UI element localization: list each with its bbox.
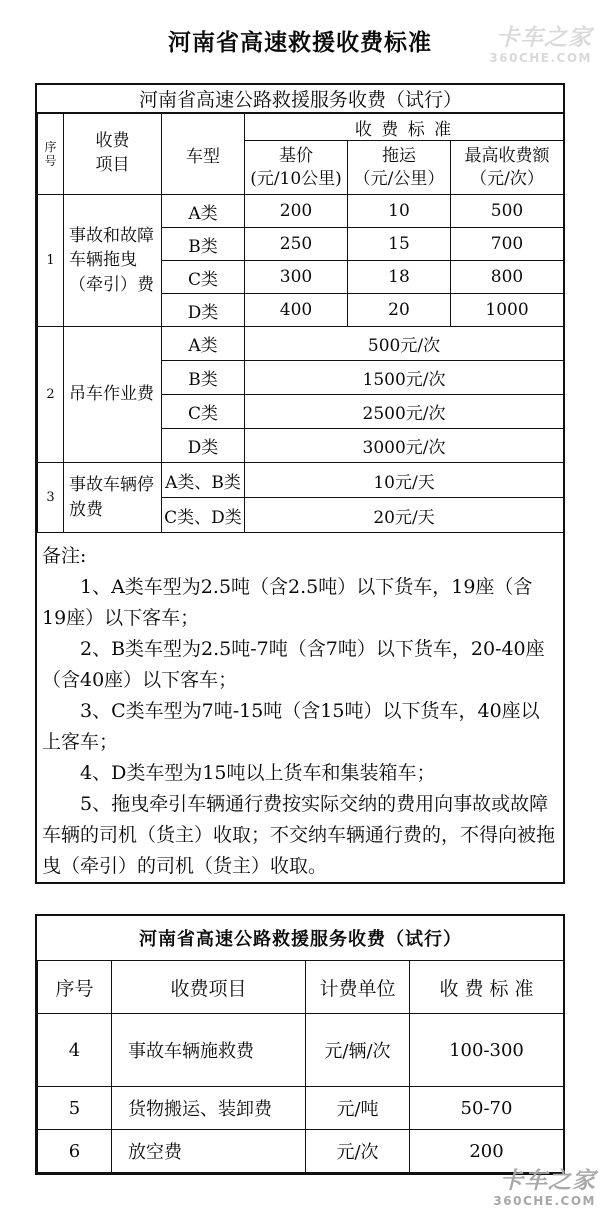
group2-item-line1: 吊车作业费 [69, 384, 154, 405]
header-item-line1: 收费 [95, 131, 130, 152]
item-cell: 货物搬运、装卸费 [112, 1087, 306, 1130]
header-item: 收费项目 [112, 961, 306, 1014]
table-row [38, 1130, 564, 1173]
group2-seq: 2 [38, 327, 64, 463]
header-tow-price [348, 141, 451, 195]
item-cell: 事故车辆施救费 [112, 1014, 306, 1087]
service-fee-table-box [35, 914, 565, 1175]
tow-price-cell: 18 [348, 261, 451, 294]
base-price-cell: 300 [245, 261, 348, 294]
notes-label: 备注: [42, 545, 87, 567]
truckhome-site-url: 360CHE.COM [489, 51, 592, 65]
item-cell: 放空费 [112, 1130, 306, 1173]
vehicle-class-cell: A类 [162, 195, 245, 228]
header-seq: 序号 [38, 113, 64, 195]
unit-cell: 元/辆/次 [306, 1014, 410, 1087]
group1-seq: 1 [38, 195, 64, 327]
header-unit: 计费单位 [306, 961, 410, 1014]
max-fee-cell: 1000 [451, 294, 564, 327]
vehicle-class-cell: A类 [162, 327, 245, 361]
page-title: 河南省高速救援收费标准 [168, 30, 432, 56]
group1-item [64, 195, 162, 327]
standard-cell: 100-300 [410, 1014, 564, 1087]
notes-section [37, 533, 563, 882]
tow-price-cell: 20 [348, 294, 451, 327]
seq-cell: 5 [38, 1087, 112, 1130]
vehicle-class-cell: A类、B类 [162, 463, 245, 498]
vehicle-class-cell: C类 [162, 395, 245, 429]
group1-item-line2: 车辆拖曳 [69, 250, 137, 271]
note-item-2: 2、B类车型为2.5吨-7吨（含7吨）以下货车，20-40座（含40座）以下客车； [42, 638, 545, 691]
vehicle-class-cell: D类 [162, 294, 245, 327]
note-item-3: 3、C类车型为7吨-15吨（含15吨）以下货车，40座以上客车； [42, 700, 540, 753]
header-fee-standard-group: 收 费 标 准 [245, 113, 564, 141]
seq-cell: 4 [38, 1014, 112, 1087]
fee-cell: 1500元/次 [245, 361, 564, 395]
group2-item [64, 327, 162, 463]
fee-cell: 10元/天 [245, 463, 564, 498]
group1-item-line3: （牵引）费 [69, 274, 154, 295]
table-row [38, 195, 564, 228]
table-row [38, 916, 564, 961]
group3-seq: 3 [38, 463, 64, 533]
note-item-5: 5、拖曳牵引车辆通行费按实际交纳的费用向事故或故障车辆的司机（货主）收取；不交纳车辆通行费的，不得向被拖曳（牵引）的司机（货主）收取。 [42, 793, 556, 877]
note-item-1: 1、A类车型为2.5吨（含2.5吨）以下货车，19座（含19座）以下客车； [42, 576, 533, 629]
header-fee-standard: 收 费 标 准 [410, 961, 564, 1014]
vehicle-class-cell: B类 [162, 361, 245, 395]
fee-cell: 500元/次 [245, 327, 564, 361]
header-max-fee [451, 141, 564, 195]
watermark-truckhome-bottom [493, 1170, 596, 1207]
group1-item-line1: 事故和故障 [69, 225, 154, 246]
group3-item [64, 463, 162, 533]
unit-cell: 元/吨 [306, 1087, 410, 1130]
tow-price-cell: 15 [348, 228, 451, 261]
seq-cell: 6 [38, 1130, 112, 1173]
truckhome-logo: 卡车之家 [496, 25, 592, 51]
watermark-truckhome-top [489, 27, 592, 64]
table-row [38, 961, 564, 1014]
vehicle-class-cell: C类、D类 [162, 498, 245, 533]
rescue-fee-table [37, 85, 564, 533]
vehicle-class-cell: D类 [162, 429, 245, 463]
table-row [38, 113, 564, 141]
truckhome-site-url: 360CHE.COM [493, 1194, 596, 1208]
header-tow-price-label: 拖运 [382, 145, 416, 166]
vehicle-class-cell: C类 [162, 261, 245, 294]
table-row [38, 85, 564, 113]
base-price-cell: 250 [245, 228, 348, 261]
group3-item-line2: 放费 [69, 499, 103, 520]
header-item-line2: 项目 [95, 155, 130, 175]
max-fee-cell: 700 [451, 228, 564, 261]
note-item-4: 4、D类车型为15吨以上货车和集装箱车； [80, 762, 436, 784]
max-fee-cell: 800 [451, 261, 564, 294]
truckhome-logo: 卡车之家 [500, 1168, 596, 1194]
tow-price-cell: 10 [348, 195, 451, 228]
table-row [38, 1014, 564, 1087]
header-item [64, 113, 162, 195]
standard-cell: 200 [410, 1130, 564, 1173]
vehicle-class-cell: B类 [162, 228, 245, 261]
fee-cell: 2500元/次 [245, 395, 564, 429]
header-max-fee-unit: （元/次） [470, 168, 544, 189]
table1-title: 河南省高速公路救援服务收费（试行） [38, 85, 564, 113]
service-fee-table [37, 916, 564, 1173]
base-price-cell: 200 [245, 195, 348, 228]
header-max-fee-label: 最高收费额 [464, 145, 550, 166]
header-base-price-label: 基价 [279, 145, 313, 166]
header-seq: 序号 [38, 961, 112, 1014]
fee-cell: 20元/天 [245, 498, 564, 533]
table-row [38, 463, 564, 498]
table2-title: 河南省高速公路救援服务收费（试行） [38, 916, 564, 961]
header-base-price [245, 141, 348, 195]
header-vehicle-type: 车型 [162, 113, 245, 195]
fee-cell: 3000元/次 [245, 429, 564, 463]
table-row [38, 1087, 564, 1130]
rescue-fee-table-box [35, 83, 565, 884]
max-fee-cell: 500 [451, 195, 564, 228]
base-price-cell: 400 [245, 294, 348, 327]
unit-cell: 元/次 [306, 1130, 410, 1173]
header-base-price-unit: (元/10公里) [250, 168, 342, 189]
table-row [38, 327, 564, 361]
header-tow-price-unit: （元/公里） [353, 168, 445, 189]
standard-cell: 50-70 [410, 1087, 564, 1130]
group3-item-line1: 事故车辆停 [69, 474, 154, 495]
